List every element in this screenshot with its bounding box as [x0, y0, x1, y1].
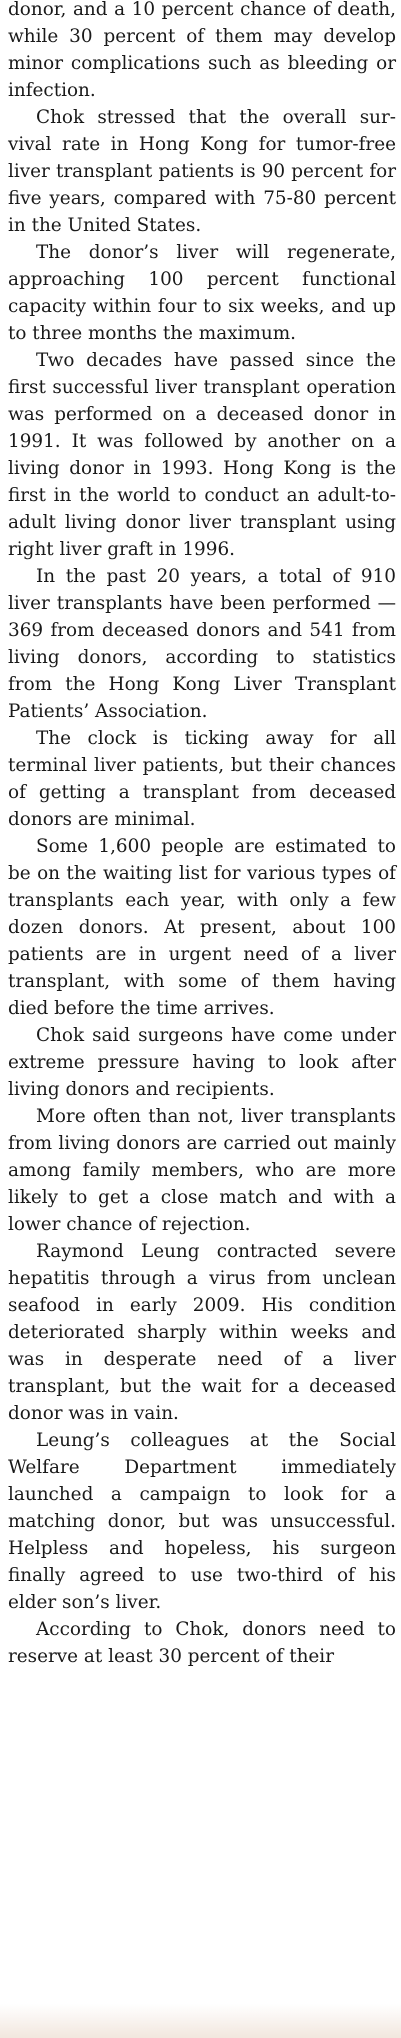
article-paragraph: Two decades have passed since the first successful liver transplant operation was performed on a deceased donor in 1991. It was followed by another on a living donor in 1993. Hong Kong is the first in the world to conduct an adult-to-adult living donor liver transplant using right liver graft in 1996. [8, 350, 396, 560]
article-column [8, 0, 396, 1670]
article-paragraph: More often than not, liver transplants from living donors are carried out mainly among family members, who are more likely to get a close match and with a lower chance of rejection. [8, 1106, 396, 1235]
article-paragraph: Chok said surgeons have come under extreme pressure having to look after living donors and recipients. [8, 1025, 396, 1100]
article-paragraph: In the past 20 years, a total of 910 liver transplants have been performed — 369 from deceased donors and 541 from living donors, according to statistics from the Hong Kong Liver Transplant Patients’ Association. [8, 566, 396, 722]
article-paragraph: donor, and a 10 percent chance of death, while 30 percent of them may develop minor complications such as bleeding or infection. [8, 0, 396, 101]
article-paragraph: Chok stressed that the overall survival rate in Hong Kong for tumor-free liver transplant patients is 90 percent for five years, compared with 75-80 percent in the United States. [8, 107, 396, 236]
page-edge-shading [0, 2004, 401, 2038]
article-paragraph: Raymond Leung contracted severe hepatitis through a virus from unclean seafood in early 2009. His condition deteriorated sharply within weeks and was in desperate need of a liver transplant, but the wait for a deceased donor was in vain. [8, 1241, 396, 1424]
article-paragraph: The clock is ticking away for all terminal liver patients, but their chances of getting a transplant from deceased donors are minimal. [8, 728, 396, 830]
article-paragraph: Leung’s colleagues at the Social Welfare Department immediately launched a campaign to look for a matching donor, but was unsuccessful. Helpless and hopeless, his surgeon finally agreed to use two-third of his elder son’s liver. [8, 1430, 396, 1613]
article-paragraph: According to Chok, donors need to reserve at least 30 percent of their [8, 1619, 396, 1667]
article-paragraph: The donor’s liver will regenerate, approaching 100 percent functional capacity within four to six weeks, and up to three months the maximum. [8, 242, 396, 344]
article-paragraph: Some 1,600 people are estimated to be on the waiting list for various types of transplants each year, with only a few dozen donors. At present, about 100 patients are in urgent need of a liver transplant, with some of them having died before the time arrives. [8, 836, 396, 1019]
